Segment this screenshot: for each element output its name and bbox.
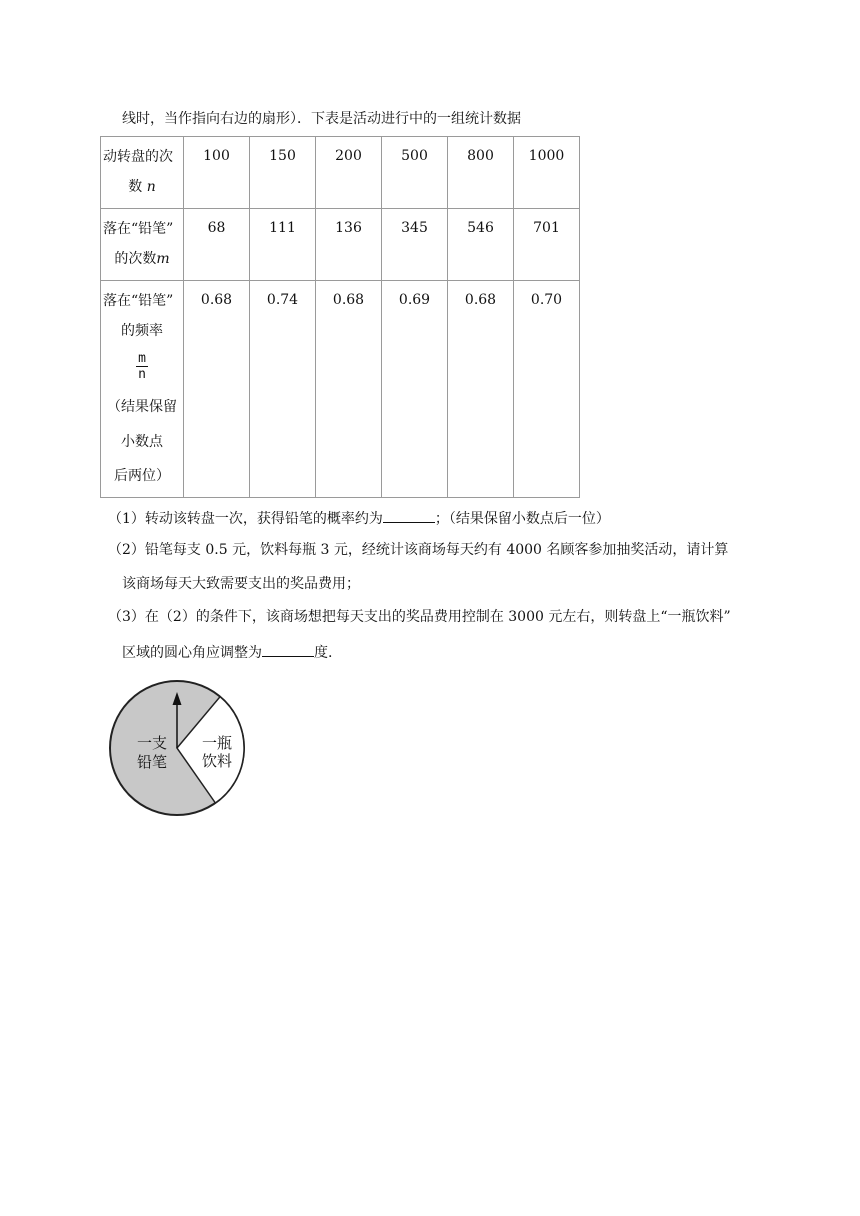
row-header-line: 小数点 [121,434,163,450]
count-value: 345 [382,209,448,281]
answer-blank [262,641,314,657]
frequency-value: 0.74 [250,281,316,498]
table-row [101,137,580,209]
question-2-line-2: 该商场每天大致需要支出的奖品费用； [122,576,360,592]
frequency-value: 0.68 [448,281,514,498]
row-header-line: （结果保留 [107,399,177,415]
table-row [101,281,580,498]
row-header-line: 落在“铅笔” [103,221,174,237]
statistics-table [100,136,580,498]
column-value: 100 [184,137,250,209]
pencil-label-line-1: 一支 [137,735,168,752]
column-value: 150 [250,137,316,209]
row-header-line: 落在“铅笔” [103,293,174,309]
intro-line: 线时，当作指向右边的扇形）．下表是活动进行中的一组统计数据 [122,111,521,127]
pencil-label-line-2: 铅笔 [137,754,168,771]
row-header-line: 数 n [128,179,156,195]
count-value: 68 [184,209,250,281]
frequency-value: 0.69 [382,281,448,498]
answer-blank [383,507,435,523]
question-3-line-1: （3）在（2）的条件下，该商场想把每天支出的奖品费用控制在 3000 元左右，则转盘上“一瓶饮料” [108,609,731,625]
spinner-diagram [100,678,250,818]
frequency-value: 0.68 [184,281,250,498]
count-value: 701 [514,209,580,281]
row-header-line: 的频率 [121,323,163,339]
row-header-line: 的次数m [114,251,170,267]
frequency-value: 0.70 [514,281,580,498]
count-value: 136 [316,209,382,281]
question-1: （1）转动该转盘一次，获得铅笔的概率约为 ；（结果保留小数点后一位） [108,507,610,529]
drink-label-line-1: 一瓶 [202,735,233,752]
row-header-counts [101,209,184,281]
row-header-spins [101,137,184,209]
row-header-line: 后两位） [114,468,170,484]
frequency-value: 0.68 [316,281,382,498]
column-value: 800 [448,137,514,209]
row-header-frequency [101,281,184,498]
question-3-line-2: 区域的圆心角应调整为 度. [122,641,332,663]
count-value: 546 [448,209,514,281]
column-value: 1000 [514,137,580,209]
fraction-m-over-n: $\frac{m}{n}$ [138,351,146,382]
table-row [101,209,580,281]
question-2-line-1: （2）铅笔每支 0.5 元，饮料每瓶 3 元，经统计该商场每天约有 4000 名顾客参加抽奖活动，请计算 [108,542,729,558]
row-header-line: 动转盘的次 [103,149,173,165]
column-value: 500 [382,137,448,209]
drink-label-line-2: 饮料 [202,753,233,770]
count-value: 111 [250,209,316,281]
column-value: 200 [316,137,382,209]
